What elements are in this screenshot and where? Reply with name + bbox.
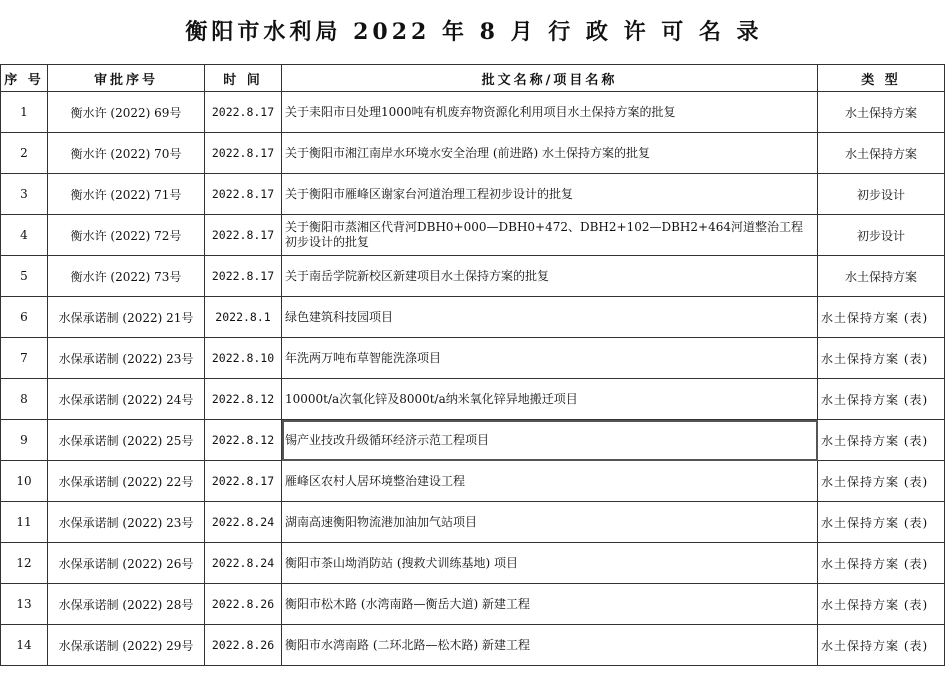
cell-code[interactable]: 水保承诺制 (2022) 24号	[48, 379, 205, 420]
cell-date[interactable]: 2022.8.10	[205, 338, 282, 379]
table-row	[1, 256, 945, 297]
cell-code[interactable]: 水保承诺制 (2022) 29号	[48, 625, 205, 666]
cell-code[interactable]: 水保承诺制 (2022) 23号	[48, 502, 205, 543]
cell-type[interactable]: 水土保持方案 (表)	[818, 379, 945, 420]
cell-code[interactable]: 水保承诺制 (2022) 26号	[48, 543, 205, 584]
table-row	[1, 297, 945, 338]
cell-no[interactable]: 8	[1, 379, 48, 420]
cell-no[interactable]: 14	[1, 625, 48, 666]
cell-code[interactable]: 水保承诺制 (2022) 22号	[48, 461, 205, 502]
cell-type[interactable]: 初步设计	[818, 215, 945, 256]
cell-type[interactable]: 水土保持方案 (表)	[818, 420, 945, 461]
cell-date[interactable]: 2022.8.24	[205, 543, 282, 584]
cell-code[interactable]: 衡水许 (2022) 70号	[48, 133, 205, 174]
cell-code[interactable]: 衡水许 (2022) 69号	[48, 92, 205, 133]
table-row	[1, 379, 945, 420]
cell-type[interactable]: 水土保持方案 (表)	[818, 543, 945, 584]
cell-name[interactable]: 关于衡阳市雁峰区谢家台河道治理工程初步设计的批复	[282, 174, 818, 215]
cell-name[interactable]: 雁峰区农村人居环境整治建设工程	[282, 461, 818, 502]
cell-name[interactable]: 湖南高速衡阳物流港加油加气站项目	[282, 502, 818, 543]
cell-name[interactable]: 关于衡阳市蒸湘区代背河DBH0+000—DBH0+472、DBH2+102—DBH2+464河道整治工程初步设计的批复	[282, 215, 818, 256]
cell-code[interactable]: 水保承诺制 (2022) 23号	[48, 338, 205, 379]
cell-date[interactable]: 2022.8.17	[205, 92, 282, 133]
cell-no[interactable]: 1	[1, 92, 48, 133]
cell-name[interactable]: 关于南岳学院新校区新建项目水土保持方案的批复	[282, 256, 818, 297]
cell-name[interactable]: 关于耒阳市日处理1000吨有机废弃物资源化利用项目水土保持方案的批复	[282, 92, 818, 133]
cell-no[interactable]: 2	[1, 133, 48, 174]
col-header-type: 类 型	[818, 65, 945, 92]
cell-date[interactable]: 2022.8.12	[205, 420, 282, 461]
table-row	[1, 215, 945, 256]
cell-type[interactable]: 水土保持方案	[818, 256, 945, 297]
cell-date[interactable]: 2022.8.17	[205, 256, 282, 297]
cell-name-selected[interactable]: 锡产业技改升级循环经济示范工程项目	[282, 420, 818, 461]
cell-name[interactable]: 衡阳市水湾南路 (二环北路—松木路) 新建工程	[282, 625, 818, 666]
cell-type[interactable]: 水土保持方案 (表)	[818, 625, 945, 666]
cell-type[interactable]: 水土保持方案	[818, 92, 945, 133]
cell-no[interactable]: 6	[1, 297, 48, 338]
cell-type[interactable]: 水土保持方案 (表)	[818, 338, 945, 379]
cell-type[interactable]: 水土保持方案 (表)	[818, 502, 945, 543]
cell-name[interactable]: 10000t/a次氧化锌及8000t/a纳米氧化锌异地搬迁项目	[282, 379, 818, 420]
table-row	[1, 502, 945, 543]
cell-no[interactable]: 10	[1, 461, 48, 502]
cell-date[interactable]: 2022.8.26	[205, 584, 282, 625]
table-row	[1, 174, 945, 215]
col-header-date: 时 间	[205, 65, 282, 92]
cell-date[interactable]: 2022.8.12	[205, 379, 282, 420]
cell-name[interactable]: 衡阳市茶山坳消防站 (搜救犬训练基地) 项目	[282, 543, 818, 584]
cell-date[interactable]: 2022.8.1	[205, 297, 282, 338]
cell-code[interactable]: 衡水许 (2022) 73号	[48, 256, 205, 297]
cell-name[interactable]: 关于衡阳市湘江南岸水环境水安全治理 (前进路) 水土保持方案的批复	[282, 133, 818, 174]
cell-no[interactable]: 4	[1, 215, 48, 256]
table-row	[1, 584, 945, 625]
page-title: 衡阳市水利局 2022 年 8 月 行 政 许 可 名 录	[185, 19, 763, 45]
table-row	[1, 92, 945, 133]
cell-name[interactable]: 衡阳市松木路 (水湾南路—衡岳大道) 新建工程	[282, 584, 818, 625]
header-row	[1, 65, 945, 92]
cell-no[interactable]: 12	[1, 543, 48, 584]
cell-code[interactable]: 水保承诺制 (2022) 21号	[48, 297, 205, 338]
table-row	[1, 625, 945, 666]
cell-code[interactable]: 水保承诺制 (2022) 25号	[48, 420, 205, 461]
cell-no[interactable]: 9	[1, 420, 48, 461]
cell-code[interactable]: 衡水许 (2022) 71号	[48, 174, 205, 215]
table-row	[1, 338, 945, 379]
cell-no[interactable]: 5	[1, 256, 48, 297]
permit-table	[0, 64, 945, 666]
cell-no[interactable]: 7	[1, 338, 48, 379]
col-header-no: 序 号	[1, 65, 48, 92]
cell-no[interactable]: 11	[1, 502, 48, 543]
table-row	[1, 133, 945, 174]
cell-type[interactable]: 水土保持方案 (表)	[818, 461, 945, 502]
cell-no[interactable]: 13	[1, 584, 48, 625]
cell-type[interactable]: 初步设计	[818, 174, 945, 215]
table-row	[1, 461, 945, 502]
col-header-name: 批文名称/项目名称	[282, 65, 818, 92]
cell-type[interactable]: 水土保持方案	[818, 133, 945, 174]
table-row	[1, 420, 945, 461]
cell-code[interactable]: 衡水许 (2022) 72号	[48, 215, 205, 256]
cell-type[interactable]: 水土保持方案 (表)	[818, 297, 945, 338]
cell-code[interactable]: 水保承诺制 (2022) 28号	[48, 584, 205, 625]
cell-type[interactable]: 水土保持方案 (表)	[818, 584, 945, 625]
cell-date[interactable]: 2022.8.17	[205, 133, 282, 174]
cell-date[interactable]: 2022.8.17	[205, 215, 282, 256]
cell-date[interactable]: 2022.8.17	[205, 461, 282, 502]
cell-date[interactable]: 2022.8.26	[205, 625, 282, 666]
cell-name[interactable]: 绿色建筑科技园项目	[282, 297, 818, 338]
table-row	[1, 543, 945, 584]
cell-no[interactable]: 3	[1, 174, 48, 215]
cell-date[interactable]: 2022.8.17	[205, 174, 282, 215]
col-header-code: 审批序号	[48, 65, 205, 92]
cell-name[interactable]: 年洗两万吨布草智能洗涤项目	[282, 338, 818, 379]
cell-date[interactable]: 2022.8.24	[205, 502, 282, 543]
